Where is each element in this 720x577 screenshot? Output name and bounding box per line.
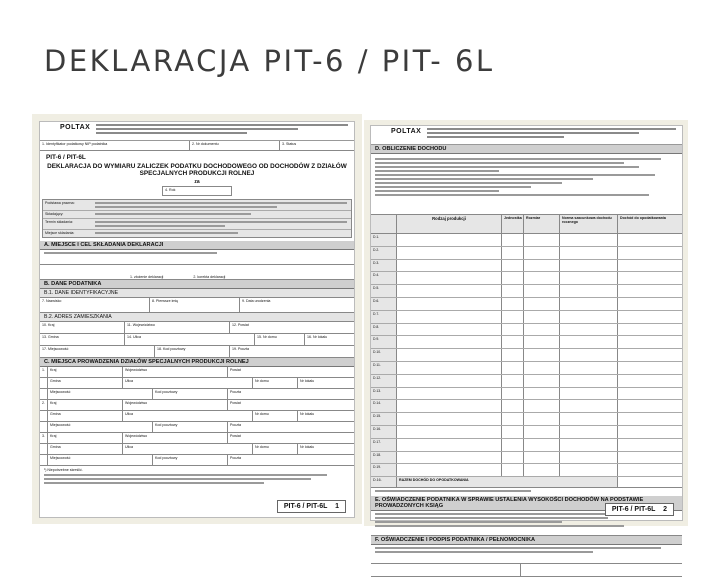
table-cell[interactable] [502, 388, 524, 400]
place-voivodeship[interactable]: Województwo [123, 400, 228, 410]
place-county[interactable]: Powiat [230, 368, 241, 372]
town-field[interactable]: 17. Miejscowość [40, 346, 155, 357]
table-cell[interactable] [502, 400, 524, 412]
sum-row [371, 477, 682, 488]
section-a-header: A. MIEJSCE I CEL SKŁADANIA DEKLARACJI [40, 241, 354, 250]
section-e-header: E. OŚWIADCZENIE PODATNIKA W SPRAWIE USTALENIA WYSOKOŚCI DOCHODÓW NA PODSTAWIE PROWADZONYCH KSIĄG [371, 496, 682, 511]
footer-form-code: PIT-6 / PIT-6L [611, 506, 656, 513]
place-block-3 [40, 433, 354, 466]
col-production-type: Rodzaj produkcji [397, 215, 502, 233]
table-row [371, 311, 682, 324]
place-flat[interactable]: Nr lokalu [300, 412, 315, 416]
year-field[interactable]: 4. Rok [162, 186, 232, 196]
income-table [371, 234, 682, 477]
row-label: D.8. [371, 324, 397, 336]
table-cell[interactable] [560, 260, 618, 272]
footer-page-number: 2 [663, 506, 667, 513]
table-cell[interactable] [397, 311, 502, 323]
place-town[interactable]: Miejscowość [48, 422, 153, 432]
table-cell[interactable] [397, 247, 502, 259]
table-row [371, 272, 682, 285]
page-footer-2 [605, 503, 674, 516]
place-country[interactable]: Kraj [48, 433, 123, 443]
place-municipality[interactable]: Gmina [48, 444, 123, 454]
section-d-header: D. OBLICZENIE DOCHODU [371, 145, 682, 154]
section-f-header: F. OŚWIADCZENIE I PODPIS PODATNIKA / PEŁNOMOCNIKA [371, 536, 682, 545]
table-cell[interactable] [618, 298, 682, 310]
house-number-field[interactable]: 15. Nr domu [255, 334, 305, 345]
row-label: D.2. [371, 247, 397, 259]
section-d-description [371, 154, 682, 215]
table-cell[interactable] [524, 439, 560, 451]
table-cell[interactable] [524, 272, 560, 284]
left-document-panel [32, 114, 362, 524]
row-label: D.14. [371, 400, 397, 412]
table-cell[interactable] [502, 413, 524, 425]
publisher-logo: POLTAX [391, 128, 422, 135]
table-cell[interactable] [618, 426, 682, 438]
sum-row-label: D.16. [371, 477, 397, 487]
table-row [371, 439, 682, 452]
place-house[interactable]: Nr domu [253, 444, 298, 454]
table-cell[interactable] [397, 298, 502, 310]
table-row [371, 324, 682, 337]
table-cell[interactable] [502, 311, 524, 323]
place-block-1 [40, 367, 354, 400]
form-title: DEKLARACJA DO WYMIARU ZALICZEK PODATKU DOCHODOWEGO OD DOCHODÓW Z DZIAŁÓW SPECJALNYCH PRODUKCJI ROLNEJ [47, 163, 347, 177]
table-cell[interactable] [618, 400, 682, 412]
place-voivodeship[interactable]: Województwo [123, 433, 228, 443]
table-header-row [371, 215, 682, 234]
year-prefix: za [194, 179, 200, 185]
row-label: D.12. [371, 375, 397, 387]
table-cell[interactable] [560, 285, 618, 297]
table-cell[interactable] [560, 413, 618, 425]
signature-name-field[interactable] [371, 564, 521, 576]
section-b-header: B. DANE PODATNIKA [40, 280, 354, 289]
flat-number-field[interactable]: 16. Nr lokalu [307, 335, 328, 339]
footer-form-code: PIT-6 / PIT-6L [283, 503, 328, 510]
table-cell[interactable] [502, 247, 524, 259]
table-cell[interactable] [397, 336, 502, 348]
row-label: D.9. [371, 336, 397, 348]
first-name-field[interactable]: 8. Pierwsze imię [150, 298, 240, 312]
post-office-field[interactable]: 19. Poczta [232, 347, 249, 351]
subsection-b1: B.1. DANE IDENTYFIKACYJNE [40, 289, 354, 298]
row-label: D.16. [371, 426, 397, 438]
county-field[interactable]: 12. Powiat [232, 323, 249, 327]
table-row [371, 349, 682, 362]
table-cell[interactable] [502, 362, 524, 374]
table-cell[interactable] [502, 349, 524, 361]
table-cell[interactable] [397, 260, 502, 272]
table-cell[interactable] [618, 413, 682, 425]
table-cell[interactable] [397, 375, 502, 387]
place-house[interactable]: Nr domu [253, 378, 298, 388]
table-cell[interactable] [560, 452, 618, 464]
table-cell[interactable] [618, 464, 682, 476]
table-cell[interactable] [524, 260, 560, 272]
row-label: D.1. [371, 234, 397, 246]
col-taxable-income: Dochód do opodatkowania [620, 216, 666, 220]
place-county[interactable]: Powiat [230, 434, 241, 438]
table-row [371, 298, 682, 311]
table-cell[interactable] [397, 388, 502, 400]
table-cell[interactable] [560, 349, 618, 361]
status-field[interactable]: 3. Status [282, 142, 297, 146]
table-cell[interactable] [524, 362, 560, 374]
footnotes: ¹) Niepotrzebne skreślić. [44, 468, 83, 472]
table-cell[interactable] [560, 234, 618, 246]
form-page-1 [39, 121, 355, 518]
table-cell[interactable] [618, 324, 682, 336]
right-document-panel [364, 120, 688, 544]
table-cell[interactable] [560, 464, 618, 476]
table-cell[interactable] [560, 336, 618, 348]
table-cell[interactable] [524, 324, 560, 336]
deadline-label: Termin składania: [45, 220, 73, 224]
voivodeship-field[interactable]: 11. Województwo [125, 322, 230, 333]
table-cell[interactable] [397, 464, 502, 476]
section-c-header: C. MIEJSCA PROWADZENIA DZIAŁÓW SPECJALNYCH PRODUKCJI ROLNEJ [40, 358, 354, 367]
place-flat[interactable]: Nr lokalu [300, 445, 315, 449]
municipality-field[interactable]: 13. Gmina [40, 334, 125, 345]
table-cell[interactable] [397, 272, 502, 284]
place-street[interactable]: Ulica [123, 378, 253, 388]
table-cell[interactable] [560, 388, 618, 400]
table-cell[interactable] [502, 298, 524, 310]
legal-basis-block [42, 199, 352, 238]
country-field[interactable]: 10. Kraj [40, 322, 125, 333]
table-cell[interactable] [502, 324, 524, 336]
table-cell[interactable] [524, 426, 560, 438]
table-cell[interactable] [524, 285, 560, 297]
place-street[interactable]: Ulica [123, 411, 253, 421]
table-cell[interactable] [502, 439, 524, 451]
place-number: 2. [40, 400, 48, 410]
table-cell[interactable] [524, 464, 560, 476]
street-field[interactable]: 14. Ulica [125, 334, 255, 345]
table-cell[interactable] [618, 349, 682, 361]
table-cell[interactable] [560, 400, 618, 412]
table-cell[interactable] [524, 452, 560, 464]
place-post-office[interactable]: Poczta [230, 390, 241, 394]
row-label: D.19. [371, 464, 397, 476]
table-cell[interactable] [560, 324, 618, 336]
row-label: D.5. [371, 285, 397, 297]
place-label: Miejsce składania: [45, 231, 75, 235]
place-town[interactable]: Miejscowość [48, 389, 153, 399]
place-post-office[interactable]: Poczta [230, 456, 241, 460]
table-cell[interactable] [560, 311, 618, 323]
table-cell[interactable] [618, 375, 682, 387]
place-postal[interactable]: Kod pocztowy [153, 422, 228, 432]
row-label: D.4. [371, 272, 397, 284]
col-unit: Jednostka [502, 215, 524, 233]
row-label: D.11. [371, 362, 397, 374]
col-norm: Norma szacunkowa dochodu rocznego [560, 215, 618, 233]
row-label: D.6. [371, 298, 397, 310]
table-cell[interactable] [618, 439, 682, 451]
footer-page-number: 1 [335, 503, 339, 510]
table-cell[interactable] [397, 285, 502, 297]
place-number: 1. [40, 367, 48, 377]
page-header [371, 126, 682, 145]
row-label: D.3. [371, 260, 397, 272]
table-cell[interactable] [618, 362, 682, 374]
place-post-office[interactable]: Poczta [230, 423, 241, 427]
publisher-logo: POLTAX [60, 124, 91, 131]
table-row [371, 362, 682, 375]
table-cell[interactable] [524, 336, 560, 348]
table-cell[interactable] [524, 247, 560, 259]
table-cell[interactable] [524, 349, 560, 361]
row-label: D.13. [371, 388, 397, 400]
submitter-label: Składający: [45, 212, 64, 216]
table-cell[interactable] [560, 247, 618, 259]
slide-title: DEKLARACJA PIT-6 / PIT- 6L [44, 44, 495, 78]
surname-field[interactable]: 7. Nazwisko [40, 298, 150, 312]
place-voivodeship[interactable]: Województwo [123, 367, 228, 377]
table-cell[interactable] [397, 426, 502, 438]
nip-field[interactable]: 1. Identyfikator podatkowy NIP podatnika [40, 141, 190, 150]
row-label: D.10. [371, 349, 397, 361]
subsection-b2: B.2. ADRES ZAMIESZKANIA [40, 313, 354, 322]
table-cell[interactable] [502, 426, 524, 438]
table-cell[interactable] [502, 234, 524, 246]
row-label: D.15. [371, 413, 397, 425]
table-cell[interactable] [502, 272, 524, 284]
table-cell[interactable] [618, 388, 682, 400]
table-row [371, 234, 682, 247]
table-cell[interactable] [502, 285, 524, 297]
table-cell[interactable] [560, 362, 618, 374]
table-cell[interactable] [502, 375, 524, 387]
table-row [371, 285, 682, 298]
table-cell[interactable] [397, 439, 502, 451]
place-flat[interactable]: Nr lokalu [300, 379, 315, 383]
table-cell[interactable] [397, 349, 502, 361]
place-postal[interactable]: Kod pocztowy [153, 455, 228, 465]
table-row [371, 413, 682, 426]
form-code: PIT-6 / PIT-6L [46, 154, 86, 161]
signature-field[interactable] [521, 564, 682, 576]
table-cell[interactable] [618, 272, 682, 284]
table-cell[interactable] [397, 234, 502, 246]
table-row [371, 426, 682, 439]
place-number: 3. [40, 433, 48, 443]
table-row [371, 388, 682, 401]
place-country[interactable]: Kraj [48, 367, 123, 377]
table-row [371, 336, 682, 349]
table-cell[interactable] [397, 452, 502, 464]
sum-row-text: RAZEM DOCHÓD DO OPODATKOWANIA [397, 477, 618, 487]
place-block-2 [40, 400, 354, 433]
table-cell[interactable] [560, 426, 618, 438]
table-cell[interactable] [502, 464, 524, 476]
place-town[interactable]: Miejscowość [48, 455, 153, 465]
table-row [371, 452, 682, 465]
table-cell[interactable] [560, 375, 618, 387]
place-country[interactable]: Kraj [48, 400, 123, 410]
top-fields-row [40, 141, 354, 151]
table-cell[interactable] [397, 324, 502, 336]
table-row [371, 247, 682, 260]
place-municipality[interactable]: Gmina [48, 378, 123, 388]
place-house[interactable]: Nr domu [253, 411, 298, 421]
table-cell[interactable] [618, 285, 682, 297]
table-cell[interactable] [502, 336, 524, 348]
col-size: Rozmiar [524, 215, 560, 233]
form-page-2 [370, 125, 683, 544]
table-cell[interactable] [618, 234, 682, 246]
table-cell[interactable] [618, 336, 682, 348]
page-header [40, 122, 354, 141]
postal-code-field[interactable]: 18. Kod pocztowy [155, 346, 230, 357]
table-cell[interactable] [397, 400, 502, 412]
sum-value-field[interactable] [618, 477, 682, 487]
table-row [371, 464, 682, 477]
place-municipality[interactable]: Gmina [48, 411, 123, 421]
option-submission[interactable]: 1. złożenie deklaracji [130, 275, 164, 279]
table-cell[interactable] [502, 452, 524, 464]
place-postal[interactable]: Kod pocztowy [153, 389, 228, 399]
table-cell[interactable] [397, 413, 502, 425]
page-footer-1 [277, 500, 346, 513]
place-county[interactable]: Powiat [230, 401, 241, 405]
basis-label: Podstawa prawna: [45, 201, 75, 205]
table-cell[interactable] [397, 362, 502, 374]
table-cell[interactable] [618, 260, 682, 272]
table-cell[interactable] [618, 311, 682, 323]
table-cell[interactable] [524, 388, 560, 400]
row-label: D.18. [371, 452, 397, 464]
table-cell[interactable] [524, 400, 560, 412]
table-row [371, 375, 682, 388]
doc-number-field[interactable]: 2. Nr dokumentu [190, 141, 280, 150]
table-cell[interactable] [524, 298, 560, 310]
row-label: D.17. [371, 439, 397, 451]
table-cell[interactable] [560, 439, 618, 451]
table-cell[interactable] [560, 272, 618, 284]
table-cell[interactable] [524, 234, 560, 246]
table-cell[interactable] [560, 298, 618, 310]
place-street[interactable]: Ulica [123, 444, 253, 454]
table-cell[interactable] [618, 247, 682, 259]
row-label: D.7. [371, 311, 397, 323]
table-cell[interactable] [524, 375, 560, 387]
birth-date-field[interactable]: 9. Data urodzenia [242, 299, 271, 303]
table-cell[interactable] [524, 311, 560, 323]
option-correction[interactable]: 2. korekta deklaracji [193, 275, 226, 279]
table-cell[interactable] [618, 452, 682, 464]
table-row [371, 260, 682, 273]
table-cell[interactable] [502, 260, 524, 272]
table-row [371, 400, 682, 413]
table-cell[interactable] [524, 413, 560, 425]
